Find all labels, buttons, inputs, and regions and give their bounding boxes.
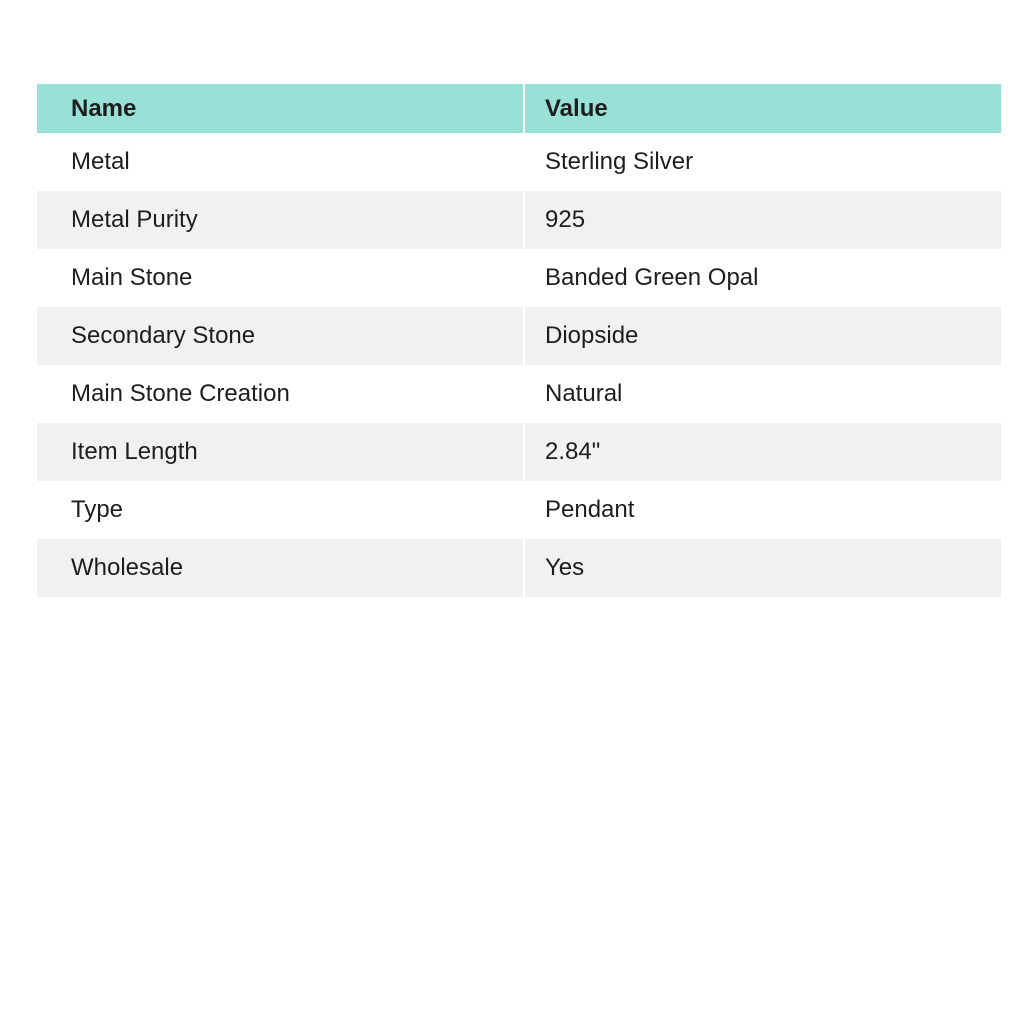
attribute-value: Banded Green Opal	[525, 249, 1001, 307]
attribute-name: Wholesale	[37, 539, 523, 597]
attribute-value: Sterling Silver	[525, 133, 1001, 191]
table-row	[37, 191, 1001, 249]
attribute-value: Diopside	[525, 307, 1001, 365]
attribute-name: Type	[37, 481, 523, 539]
column-header-value: Value	[525, 84, 1001, 133]
attribute-name: Main Stone Creation	[37, 365, 523, 423]
item-specifics-table	[37, 84, 1001, 597]
attribute-value: Yes	[525, 539, 1001, 597]
attribute-name: Secondary Stone	[37, 307, 523, 365]
column-header-name: Name	[37, 84, 523, 133]
attribute-value: 925	[525, 191, 1001, 249]
table-row	[37, 249, 1001, 307]
attribute-name: Main Stone	[37, 249, 523, 307]
table-row	[37, 307, 1001, 365]
table-row	[37, 481, 1001, 539]
attribute-value: Pendant	[525, 481, 1001, 539]
attribute-value: 2.84"	[525, 423, 1001, 481]
table-row	[37, 365, 1001, 423]
table-row	[37, 423, 1001, 481]
table-row	[37, 133, 1001, 191]
attribute-name: Metal	[37, 133, 523, 191]
table-header-row	[37, 84, 1001, 133]
attribute-value: Natural	[525, 365, 1001, 423]
table-row	[37, 539, 1001, 597]
attribute-name: Metal Purity	[37, 191, 523, 249]
attribute-name: Item Length	[37, 423, 523, 481]
